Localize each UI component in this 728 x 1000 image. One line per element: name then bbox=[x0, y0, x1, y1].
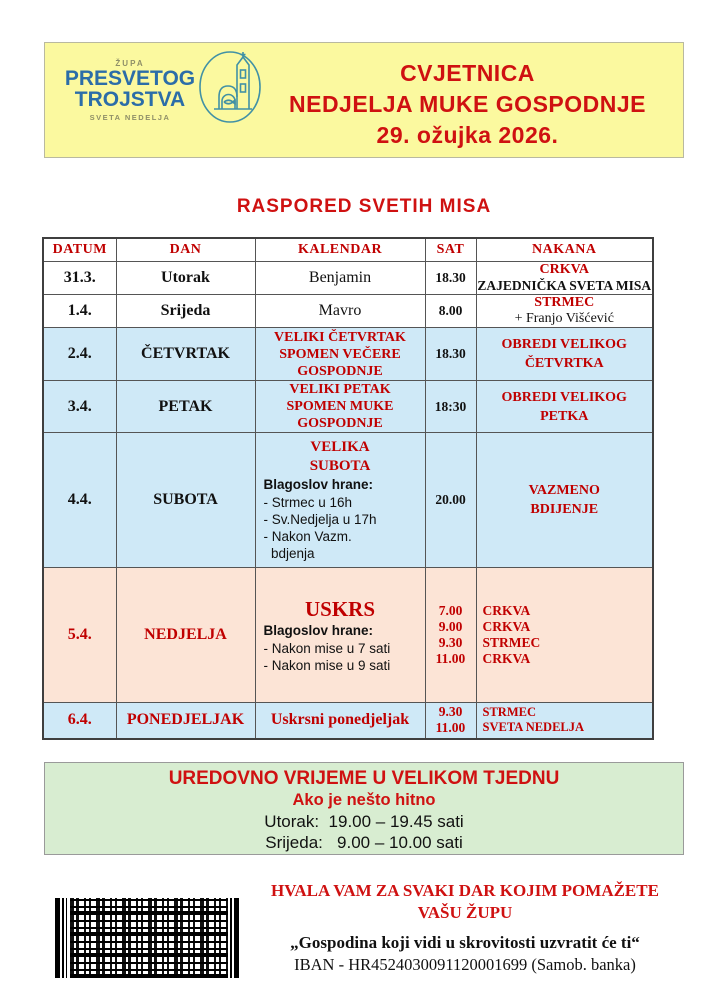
calendar-title-line: USKRS bbox=[304, 597, 376, 621]
blessing-item: - Nakon mise u 7 sati bbox=[263, 641, 391, 656]
day-cell: PONEDJELJAK bbox=[116, 703, 255, 739]
date-cell: 1.4. bbox=[43, 295, 116, 328]
blessing-item: - Nakon Vazm. bbox=[263, 529, 352, 544]
col-header-sat: SAT bbox=[425, 238, 476, 262]
logo-name-line1: PRESVETOG bbox=[64, 67, 196, 90]
intention-cell bbox=[476, 328, 653, 381]
intention-cell bbox=[476, 381, 653, 433]
time-entry: 11.00 bbox=[435, 651, 466, 666]
date-cell: 31.3. bbox=[43, 262, 116, 295]
calendar-line: GOSPODNJE bbox=[297, 363, 383, 379]
intention-line: OBREDI VELIKOG bbox=[501, 389, 627, 405]
intention-cell bbox=[476, 295, 653, 328]
schedule-section-title: RASPORED SVETIH MISA bbox=[236, 196, 492, 217]
barcode-start-pattern bbox=[55, 898, 70, 978]
calendar-cell: Uskrsni ponedjeljak bbox=[255, 703, 425, 739]
table-row-tuesday bbox=[43, 262, 653, 295]
col-header-kalendar: KALENDAR bbox=[255, 238, 425, 262]
table-row-easter-sunday bbox=[43, 568, 653, 703]
calendar-title-line: SUBOTA bbox=[309, 458, 371, 474]
date-cell: 4.4. bbox=[43, 433, 116, 568]
calendar-cell bbox=[255, 433, 425, 568]
church-emblem-icon bbox=[197, 49, 263, 127]
intention-line: PETKA bbox=[540, 408, 589, 424]
mass-schedule-table bbox=[42, 237, 654, 740]
calendar-cell bbox=[255, 381, 425, 433]
office-hours-wednesday: Srijeda: 9.00 – 10.00 sati bbox=[265, 833, 463, 852]
col-header-datum: DATUM bbox=[43, 238, 116, 262]
date-cell: 6.4. bbox=[43, 703, 116, 739]
intention-line: OBREDI VELIKOG bbox=[501, 337, 627, 352]
time-cell bbox=[425, 703, 476, 739]
table-row-easter-monday bbox=[43, 703, 653, 739]
date-cell: 5.4. bbox=[43, 568, 116, 703]
date-cell: 2.4. bbox=[43, 328, 116, 381]
calendar-title-line: VELIKA bbox=[310, 439, 370, 455]
feast-title-line3: 29. ožujka 2026. bbox=[376, 122, 559, 148]
feast-title-line1: CVJETNICA bbox=[400, 60, 535, 86]
intention-line: ČETVRTKA bbox=[524, 356, 604, 371]
time-cell: 20.00 bbox=[425, 433, 476, 568]
barcode-data-pattern bbox=[70, 898, 228, 978]
feast-title bbox=[260, 58, 675, 151]
col-header-nakana: NAKANA bbox=[476, 238, 653, 262]
calendar-line: SPOMEN VEČERE bbox=[279, 346, 401, 362]
header-banner bbox=[44, 42, 684, 158]
time-entry: 9.30 bbox=[438, 704, 463, 720]
intention-line: VAZMENO bbox=[528, 483, 600, 498]
donation-footer bbox=[250, 880, 680, 976]
thanks-line1: HVALA VAM ZA SVAKI DAR KOJIM POMAŽETE bbox=[271, 881, 659, 900]
time-entry: 11.00 bbox=[435, 720, 466, 736]
feast-title-line2: NEDJELJA MUKE GOSPODNJE bbox=[289, 91, 646, 117]
table-row-good-friday bbox=[43, 381, 653, 433]
time-cell: 18.30 bbox=[425, 328, 476, 381]
logo-name-line2: TROJSTVA bbox=[74, 88, 186, 111]
intention-cell bbox=[476, 703, 653, 739]
calendar-line: VELIKI ČETVRTAK bbox=[274, 329, 406, 345]
intention-entry: CRKVA bbox=[482, 651, 531, 666]
office-hours-title: UREDOVNO VRIJEME U VELIKOM TJEDNU bbox=[168, 768, 560, 789]
logo-place-label: SVETA NEDELJA bbox=[89, 113, 171, 122]
time-entry: 9.00 bbox=[438, 619, 463, 634]
intention-place: STRMEC bbox=[534, 295, 595, 310]
office-hours-tuesday: Utorak: 19.00 – 19.45 sati bbox=[264, 812, 464, 831]
date-cell: 3.4. bbox=[43, 381, 116, 433]
intention-note: ZAJEDNIČKA SVETA MISA bbox=[477, 278, 652, 293]
iban-line: IBAN - HR4524030091120001699 (Samob. banka) bbox=[294, 955, 636, 974]
calendar-cell: Mavro bbox=[255, 295, 425, 328]
calendar-cell bbox=[255, 328, 425, 381]
table-row-holy-thursday bbox=[43, 328, 653, 381]
blessing-item: - Nakon mise u 9 sati bbox=[263, 658, 391, 673]
day-cell: ČETVRTAK bbox=[116, 328, 255, 381]
time-entry: 9.30 bbox=[438, 635, 463, 650]
blessing-item: - Strmec u 16h bbox=[263, 495, 353, 510]
intention-cell bbox=[476, 433, 653, 568]
day-cell: Srijeda bbox=[116, 295, 255, 328]
logo-zupa-label: ŽUPA bbox=[115, 59, 145, 68]
time-entry: 7.00 bbox=[438, 603, 463, 618]
day-cell: Utorak bbox=[116, 262, 255, 295]
intention-cell bbox=[476, 262, 653, 295]
calendar-cell bbox=[255, 568, 425, 703]
day-cell: SUBOTA bbox=[116, 433, 255, 568]
intention-place: CRKVA bbox=[539, 262, 590, 277]
intention-entry: STRMEC bbox=[482, 705, 536, 720]
day-cell: NEDJELJA bbox=[116, 568, 255, 703]
office-hours-box bbox=[44, 762, 684, 855]
intention-entry: CRKVA bbox=[482, 603, 531, 618]
parish-logo bbox=[63, 59, 197, 122]
scripture-quote: „Gospodina koji vidi u skrovitosti uzvratit će ti“ bbox=[290, 933, 640, 952]
blessing-item: bdjenja bbox=[263, 546, 315, 561]
table-row-holy-saturday bbox=[43, 433, 653, 568]
calendar-cell: Benjamin bbox=[255, 262, 425, 295]
time-cell: 18.30 bbox=[425, 262, 476, 295]
intention-entry: SVETA NEDELJA bbox=[482, 720, 585, 735]
intention-note: + Franjo Višćević bbox=[514, 311, 614, 326]
intention-line: BDIJENJE bbox=[530, 502, 599, 517]
col-header-dan: DAN bbox=[116, 238, 255, 262]
calendar-line: GOSPODNJE bbox=[297, 416, 383, 431]
day-cell: PETAK bbox=[116, 381, 255, 433]
thanks-line2: VAŠU ŽUPU bbox=[417, 903, 513, 922]
calendar-line: SPOMEN MUKE bbox=[286, 399, 394, 414]
table-row-wednesday bbox=[43, 295, 653, 328]
barcode-end-pattern bbox=[228, 898, 241, 978]
time-cell: 8.00 bbox=[425, 295, 476, 328]
office-hours-subtitle: Ako je nešto hitno bbox=[292, 791, 436, 809]
calendar-line: VELIKI PETAK bbox=[289, 382, 391, 397]
intention-entry: STRMEC bbox=[482, 635, 541, 650]
intention-cell bbox=[476, 568, 653, 703]
time-cell bbox=[425, 568, 476, 703]
intention-entry: CRKVA bbox=[482, 619, 531, 634]
blessing-item: - Sv.Nedjelja u 17h bbox=[263, 512, 377, 527]
table-header-row bbox=[43, 238, 653, 262]
blessing-label: Blagoslov hrane: bbox=[263, 477, 374, 492]
donation-barcode bbox=[55, 898, 241, 978]
time-cell: 18:30 bbox=[425, 381, 476, 433]
blessing-label: Blagoslov hrane: bbox=[263, 623, 374, 638]
